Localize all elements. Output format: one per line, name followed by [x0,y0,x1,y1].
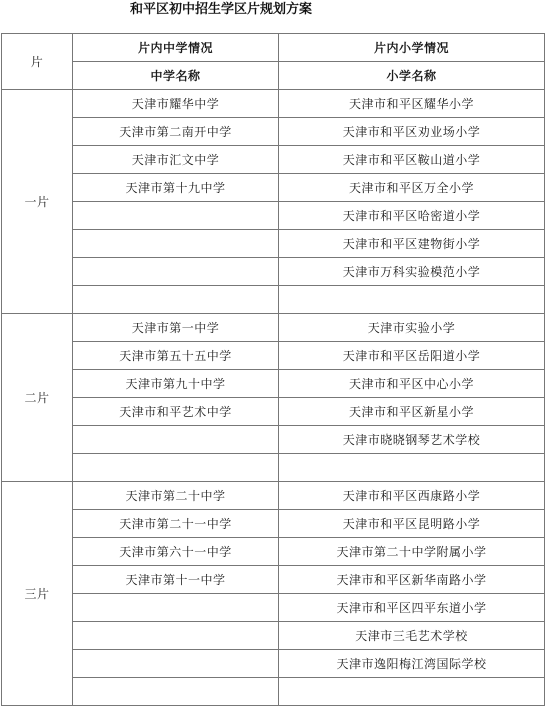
table-row [2,426,545,454]
middle-school-cell: 天津市第五十五中学 [73,342,279,370]
table-row [2,174,545,202]
middle-school-cell [73,678,279,706]
primary-school-group-header: 片内小学情况 [279,34,545,62]
primary-school-cell [279,286,545,314]
primary-school-cell: 天津市和平区西康路小学 [279,482,545,510]
table-row [2,314,545,342]
table-row [2,650,545,678]
table-body [2,34,545,706]
primary-school-cell: 天津市第二十中学附属小学 [279,538,545,566]
middle-school-cell: 天津市耀华中学 [73,90,279,118]
table-row [2,370,545,398]
primary-school-cell: 天津市和平区鞍山道小学 [279,146,545,174]
middle-school-group-header: 片内中学情况 [73,34,279,62]
middle-school-cell [73,258,279,286]
middle-school-cell [73,426,279,454]
middle-school-cell: 天津市第十九中学 [73,174,279,202]
middle-school-cell: 天津市第六十一中学 [73,538,279,566]
middle-school-cell [73,650,279,678]
middle-school-cell: 天津市和平艺术中学 [73,398,279,426]
primary-school-cell: 天津市三毛艺术学校 [279,622,545,650]
primary-school-cell: 天津市和平区耀华小学 [279,90,545,118]
middle-school-cell [73,622,279,650]
header-row-groups [2,34,545,62]
middle-school-cell: 天津市第九十中学 [73,370,279,398]
header-row-names [2,62,545,90]
table-row [2,594,545,622]
table-row [2,398,545,426]
middle-school-cell [73,454,279,482]
middle-school-cell: 天津市第二南开中学 [73,118,279,146]
school-district-table [1,33,545,706]
page-title: 和平区初中招生学区片规划方案 [130,2,313,17]
primary-school-cell: 天津市和平区万全小学 [279,174,545,202]
table-row [2,454,545,482]
primary-school-cell: 天津市和平区岳阳道小学 [279,342,545,370]
primary-school-cell: 天津市实验小学 [279,314,545,342]
table-row [2,118,545,146]
middle-school-cell: 天津市第一中学 [73,314,279,342]
middle-school-cell [73,230,279,258]
primary-school-name-header: 小学名称 [279,62,545,90]
table-row [2,678,545,706]
table-row [2,510,545,538]
middle-school-cell: 天津市第二十一中学 [73,510,279,538]
primary-school-cell: 天津市和平区建物街小学 [279,230,545,258]
primary-school-cell: 天津市和平区昆明路小学 [279,510,545,538]
middle-school-cell: 天津市汇文中学 [73,146,279,174]
table-row [2,538,545,566]
primary-school-cell: 天津市和平区中心小学 [279,370,545,398]
primary-school-cell [279,454,545,482]
table-row [2,622,545,650]
primary-school-cell: 天津市和平区新星小学 [279,398,545,426]
table-row [2,230,545,258]
primary-school-cell: 天津市和平区哈密道小学 [279,202,545,230]
middle-school-cell [73,202,279,230]
zone-name-cell: 一片 [2,90,73,314]
zone-name-cell: 三片 [2,482,73,706]
middle-school-cell: 天津市第二十中学 [73,482,279,510]
primary-school-cell: 天津市和平区四平东道小学 [279,594,545,622]
zone-name-cell: 二片 [2,314,73,482]
primary-school-cell: 天津市和平区劝业场小学 [279,118,545,146]
table-row [2,146,545,174]
table-row [2,482,545,510]
primary-school-cell: 天津市晓晓钢琴艺术学校 [279,426,545,454]
middle-school-cell [73,286,279,314]
primary-school-cell: 天津市万科实验模范小学 [279,258,545,286]
table-row [2,90,545,118]
zone-column-header: 片 [2,34,73,90]
table-row [2,258,545,286]
middle-school-cell [73,594,279,622]
primary-school-cell: 天津市和平区新华南路小学 [279,566,545,594]
table-row [2,202,545,230]
table-row [2,566,545,594]
table-row [2,286,545,314]
table-row [2,342,545,370]
primary-school-cell [279,678,545,706]
middle-school-cell: 天津市第十一中学 [73,566,279,594]
middle-school-name-header: 中学名称 [73,62,279,90]
primary-school-cell: 天津市逸阳梅江湾国际学校 [279,650,545,678]
